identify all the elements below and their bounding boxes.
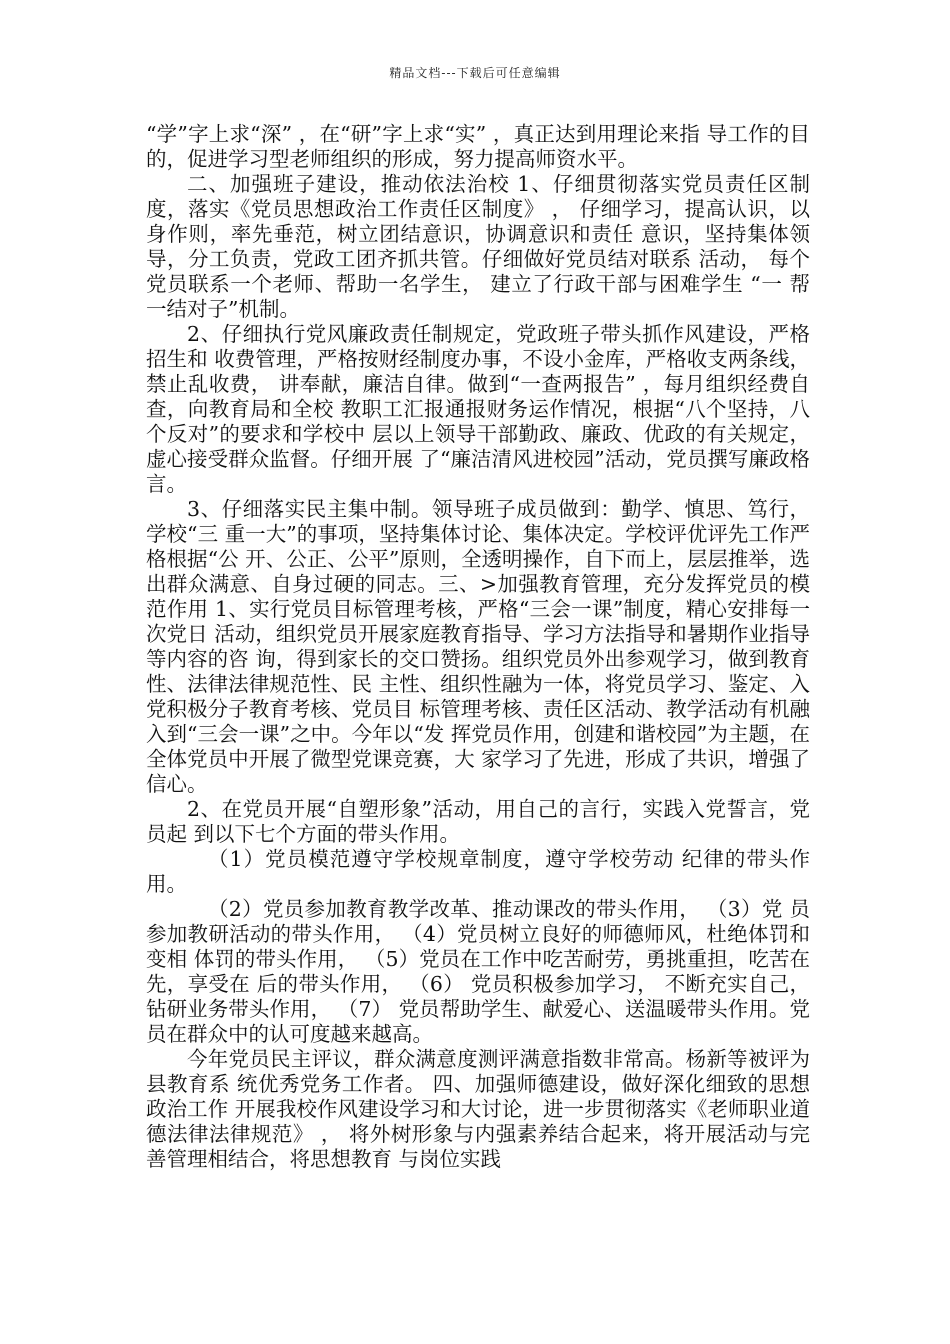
paragraph-self-image: 2、在党员开展“自塑形象”活动，用自己的言行，实践入党誓言，党员起 到以下七个方面的带头作用。 <box>146 797 810 846</box>
paragraph-item-one: （1）党员模范遵守学校规章制度，遵守学校劳动 纪律的带头作用。 <box>146 847 810 896</box>
paragraph-items-two-to-seven: （2）党员参加教育教学改革、推动课改的带头作用， （3）党 员参加教研活动的带头作用， （4）党员树立良好的师德师风，杜绝体罚和变相 体罚的带头作用， （5）党员在工作中吃苦耐劳，勇挑重担，吃苦在先，享受在 后的带头作用， （6） 党员积极参加学习， 不断充实自己， 钻研业务带头作用， （7） 党员帮助学生、献爱心、送温暖带头作用。党员在群众中的认可度越来越高。 <box>146 897 810 1046</box>
paragraph-democratic-centralism: 3、仔细落实民主集中制。领导班子成员做到：勤学、慎思、笃行，学校“三 重一大”的事项，坚持集体讨论、集体决定。学校评优评先工作严格根据“公 开、公正、公平”原则，全透明操作，自下而上，层层推举，选出群众满意、自身过硬的同志。三、>加强教育管理，充分发挥党员的模范作用 1、实行党员目标管理考核，严格“三会一课”制度，精心安排每一次党日 活动，组织党员开展家庭教育指导、学习方法指导和暑期作业指导等内容的咨 询，得到家长的交口赞扬。组织党员外出参观学习，做到教育性、法律法律规范性、民 主性、组织性融为一体，将党员学习、鉴定、入党积极分子教育考核、党员目 标管理考核、责任区活动、教学活动有机融入到“三会一课”之中。今年以“发 挥党员作用，创建和谐校园”为主题，在全体党员中开展了微型党课竞赛，大 家学习了先进，形成了共识，增强了信心。 <box>146 497 810 796</box>
paragraph-evaluation: 今年党员民主评议，群众满意度测评满意指数非常高。杨新等被评为县教育系 统优秀党务工作者。 四、加强师德建设，做好深化细致的思想政治工作 开展我校作风建设学习和大讨论，进一步贯彻落实《老师职业道德法律法律规范》 ， 将外树形象与内强素养结合起来，将开展活动与完善管理相结合，将思想教育 与岗位实践 <box>146 1047 810 1171</box>
page-header: 精品文档---下载后可任意编辑 <box>389 66 561 80</box>
paragraph-section-two: 二、加强班子建设，推动依法治校 1、仔细贯彻落实党员责任区制度，落实《党员思想政治工作责任区制度》 ， 仔细学习，提高认识，以身作则，率先垂范，树立团结意识，协调意识和责任 意识，坚持集体领导，分工负责，党政工团齐抓共管。仔细做好党员结对联系 活动， 每个党员联系一个老师、帮助一名学生， 建立了行政干部与困难学生 “一 帮一结对子”机制。 <box>146 172 810 321</box>
document-body <box>146 122 810 1172</box>
paragraph-intro: “学”字上求“深” ，在“研”字上求“实” ，真正达到用理论来指 导工作的目的，促进学习型老师组织的形成，努力提高师资水平。 <box>146 122 810 171</box>
paragraph-anti-corruption: 2、仔细执行党风廉政责任制规定，党政班子带头抓作风建设，严格招生和 收费管理，严格按财经制度办事，不设小金库，严格收支两条线，禁止乱收费， 讲奉献，廉洁自律。做到“一查两报告” ，每月组织经费自查，向教育局和全校 教职工汇报通报财务运作情况，根据“八个坚持，八个反对”的要求和学校中 层以上领导干部勤政、廉政、优政的有关规定，虚心接受群众监督。仔细开展 了“廉洁清风进校园”活动，党员撰写廉政格言。 <box>146 322 810 496</box>
